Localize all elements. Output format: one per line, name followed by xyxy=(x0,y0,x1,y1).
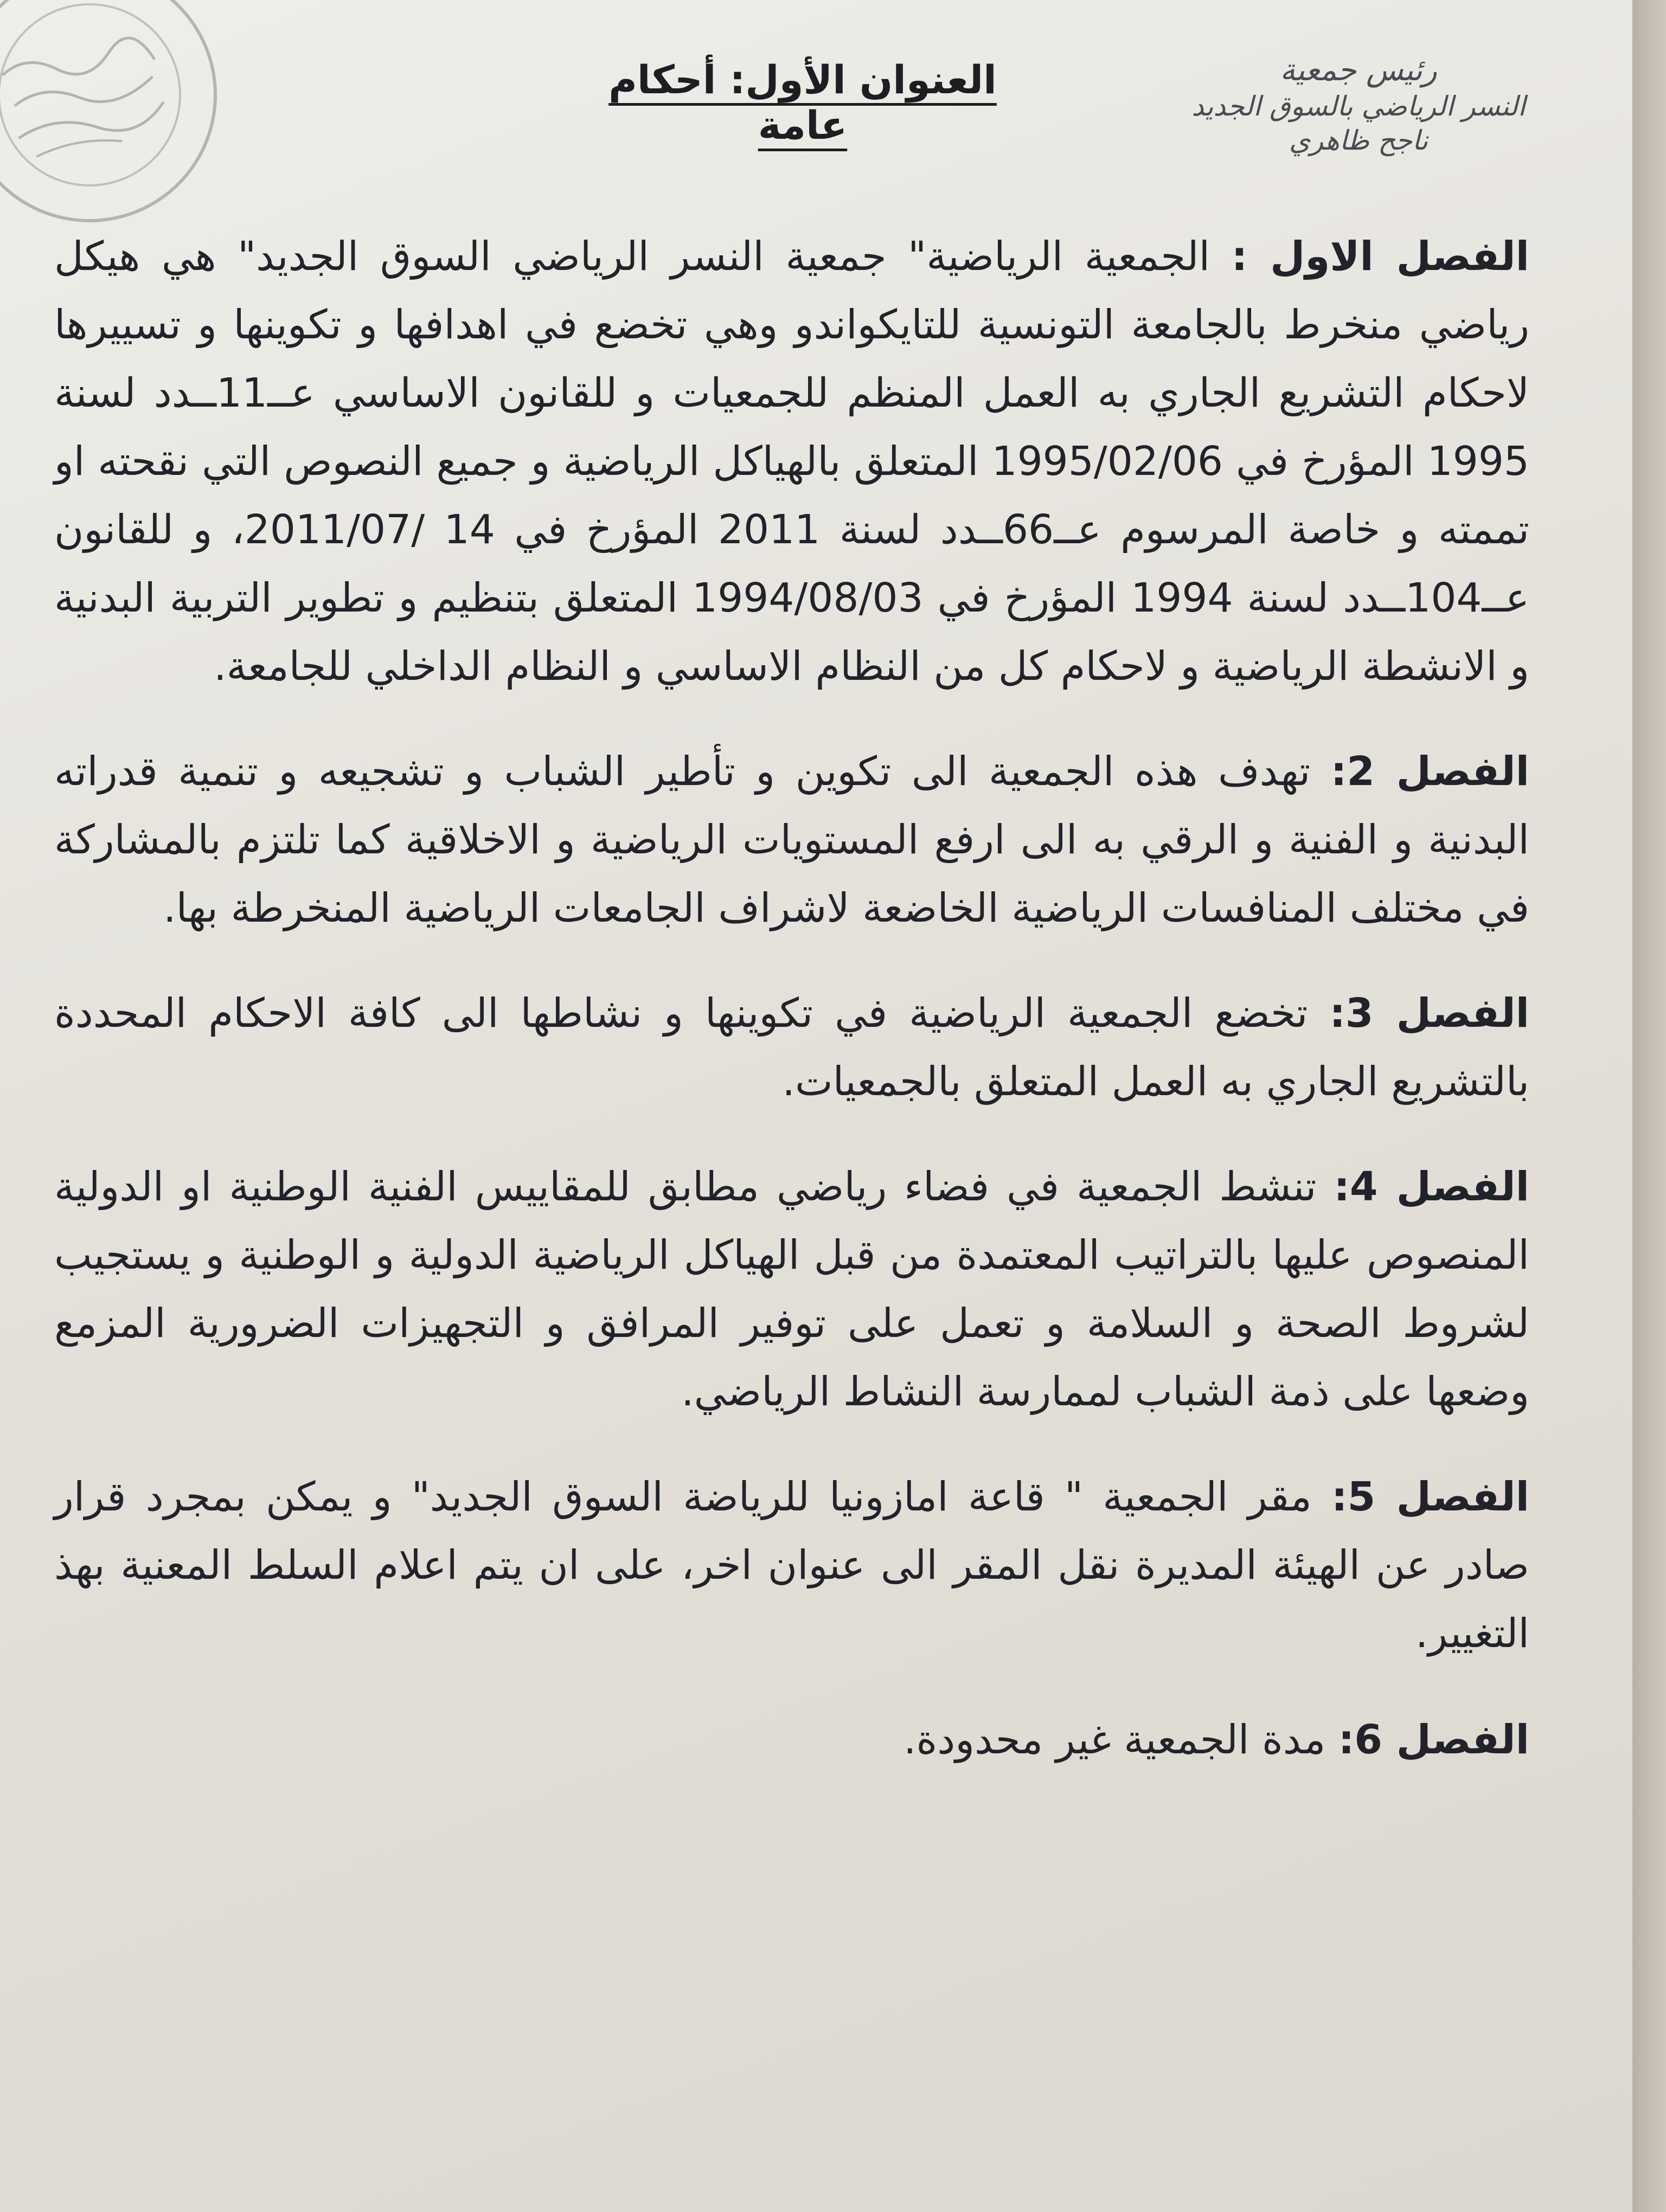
document-title: العنوان الأول: أحكام عامة xyxy=(608,57,997,148)
document-body xyxy=(54,222,1529,1811)
article-text: الجمعية الرياضية" جمعية النسر الرياضي السوق الجديد" هي هيكل رياضي منخرط بالجامعة التونسية للتايكواندو وهي تخضع في اهدافها و تكوينها و تسييرها لاحكام التشريع الجاري به العمل المنظم للجمعيات و للقانون الاساسي عــ11ــدد لسنة 1995 المؤرخ في 1995/02/06 المتعلق بالهياكل الرياضية و جميع النصوص التي نقحته او تممته و خاصة المرسوم عــ66ــدد لسنة 2011 المؤرخ في 14 /2011/07، و للقانون عــ104ــدد لسنة 1994 المؤرخ في 1994/08/03 المتعلق بتنظيم و تطوير التربية البدنية و الانشطة الرياضية و لاحكام كل من النظام الاساسي و النظام الداخلي للجامعة. xyxy=(54,233,1530,690)
article-heading: الفصل 4: xyxy=(1334,1163,1530,1210)
article-heading: الفصل 2: xyxy=(1330,748,1529,795)
article-text: مقر الجمعية " قاعة امازونيا للرياضة السوق الجديد" و يمكن بمجرد قرار صادر عن الهيئة المديرة نقل المقر الى عنوان اخر، على ان يتم اعلام السلط المعنية بهذ التغيير. xyxy=(54,1474,1529,1657)
signature-association: النسر الرياضي بالسوق الجديد xyxy=(1191,91,1526,122)
stamp-inner-marks xyxy=(0,21,177,172)
president-signature-block xyxy=(1182,52,1535,157)
article-5 xyxy=(54,1463,1529,1668)
article-2 xyxy=(54,737,1529,942)
signature-name: ناجح ظاهري xyxy=(1289,124,1428,156)
article-4 xyxy=(54,1153,1529,1426)
article-6 xyxy=(54,1706,1529,1774)
article-text: تخضع الجمعية الرياضية في تكوينها و نشاطها الى كافة الاحكام المحددة بالتشريع الجاري به العمل المتعلق بالجمعيات. xyxy=(54,990,1529,1105)
signature-role: رئيس جمعية xyxy=(1280,53,1437,88)
article-heading: الفصل 5: xyxy=(1331,1474,1529,1520)
article-text: مدة الجمعية غير محدودة. xyxy=(903,1716,1326,1763)
background-edge xyxy=(1632,0,1666,2212)
article-3 xyxy=(54,979,1529,1116)
article-1 xyxy=(54,222,1529,700)
official-stamp xyxy=(0,0,241,246)
article-heading: الفصل 6: xyxy=(1338,1716,1529,1763)
article-text: تهدف هذه الجمعية الى تكوين و تأطير الشباب و تشجيعه و تنمية قدراته البدنية و الفنية و الرقي به الى ارفع المستويات الرياضية و الاخلاقية كما تلتزم بالمشاركة في مختلف المنافسات الرياضية الخاضعة لاشراف الجامعات الرياضية المنخرطة بها. xyxy=(54,748,1529,931)
article-heading: الفصل الاول : xyxy=(1231,233,1529,280)
article-heading: الفصل 3: xyxy=(1329,990,1530,1037)
article-text: تنشط الجمعية في فضاء رياضي مطابق للمقاييس الفنية الوطنية او الدولية المنصوص عليها بالتراتيب المعتمدة من قبل الهياكل الرياضية الدولية و الوطنية و يستجيب لشروط الصحة و السلامة و تعمل على توفير المرافق و التجهيزات الضرورية المزمع وضعها على ذمة الشباب لممارسة النشاط الرياضي. xyxy=(54,1163,1529,1415)
